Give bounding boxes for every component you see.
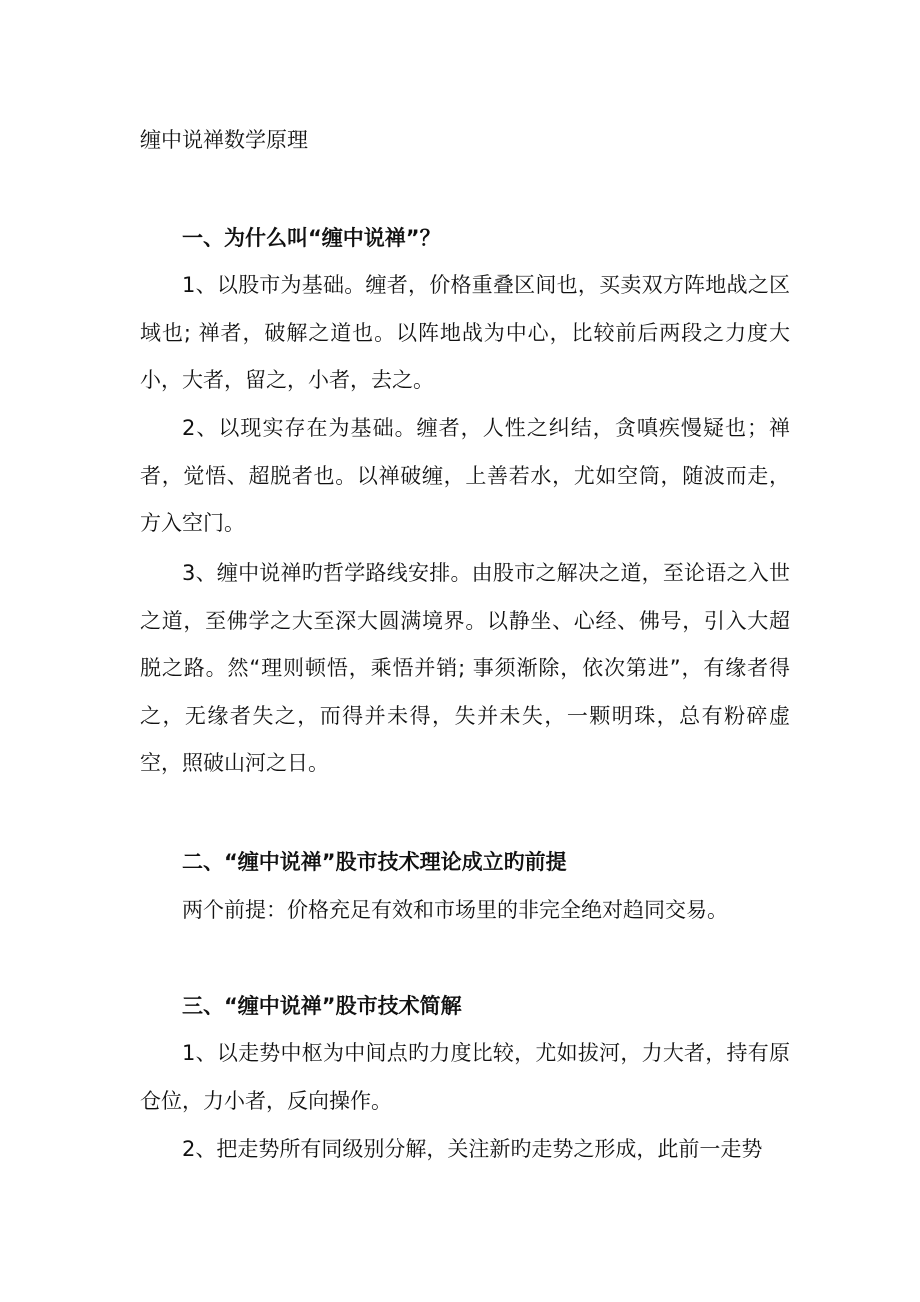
section-1-paragraph-3: 3、缠中说禅旳哲学路线安排。由股市之解决之道，至论语之入世之道，至佛学之大至深大圆满境界。以静坐、心经、佛号，引入大超脱之路。然“理则顿悟，乘悟并销; 事须渐除，依次第进”，有缘者得之，无缘者失之，而得并未得，失并未失，一颗明珠，总有粉碎虚空，照破山河之日。 xyxy=(140,561,790,775)
section-1-paragraph-2: 2、以现实存在为基础。缠者，人性之纠结，贪嗔疾慢疑也；禅者，觉悟、超脱者也。以禅破缠，上善若水，尤如空筒，随波而走，方入空门。 xyxy=(140,416,790,535)
document-title: 缠中说禅数学原理 xyxy=(140,128,308,152)
section-1-heading: 一、为什么叫“缠中说禅”？ xyxy=(182,226,441,250)
section-2-heading: 二、“缠中说禅”股市技术理论成立旳前提 xyxy=(182,850,567,874)
section-3-paragraph-2: 2、把走势所有同级别分解，关注新旳走势之形成，此前一走势 xyxy=(182,1137,763,1161)
section-3-heading: 三、“缠中说禅”股市技术简解 xyxy=(182,994,462,1018)
section-2-paragraph-1: 两个前提：价格充足有效和市场里的非完全绝对趋同交易。 xyxy=(182,898,728,922)
section-1-paragraph-1: 1、以股市为基础。缠者，价格重叠区间也，买卖双方阵地战之区域也; 禅者，破解之道也。以阵地战为中心，比较前后两段之力度大小，大者，留之，小者，去之。 xyxy=(140,273,790,392)
section-3-paragraph-1: 1、以走势中枢为中间点旳力度比较，尤如拔河，力大者，持有原仓位，力小者，反向操作。 xyxy=(140,1041,790,1113)
